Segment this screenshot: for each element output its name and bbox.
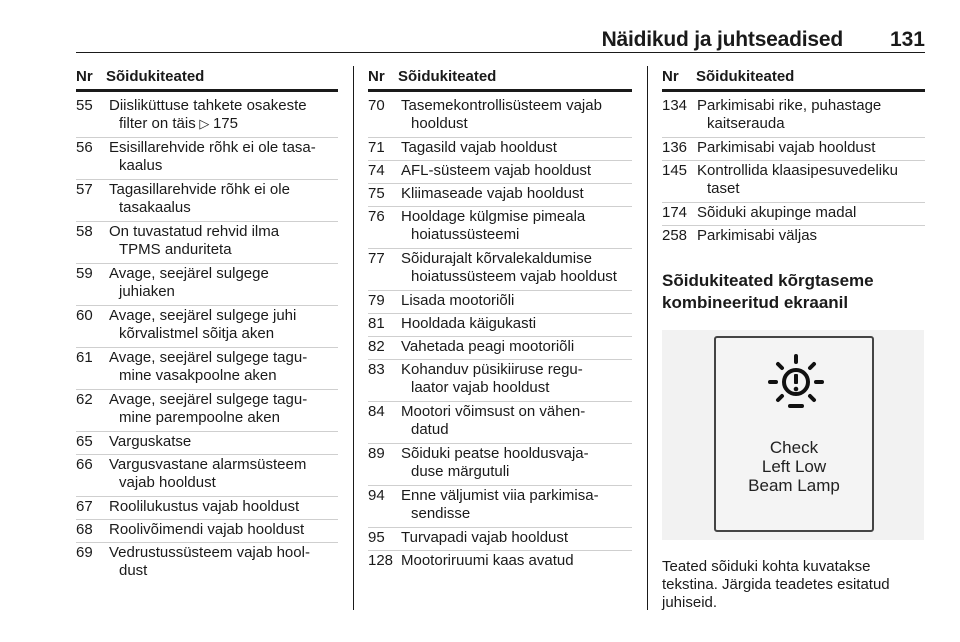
row-number: 94 [368,487,385,504]
row-text-line: Hooldage külgmise pimeala [401,208,586,225]
row-text [401,529,632,547]
row-text-line: taset [707,180,740,197]
table-row [76,389,338,431]
table-rows [662,96,925,248]
row-text [109,265,338,301]
row-text-line: Roolilukustus vajab hooldust [109,498,300,515]
row-number: 76 [368,208,385,225]
table-row [76,179,338,221]
row-number: 84 [368,403,385,420]
display-line: Beam Lamp [748,476,840,495]
table-row [368,248,632,290]
table-row [662,96,925,137]
table-row [368,336,632,359]
row-number: 95 [368,529,385,546]
row-text [109,97,338,133]
row-text-line: kõrvalistmel sõitja aken [119,325,275,342]
caption-paragraph [662,558,925,612]
caption-line: juhiseid. [662,594,718,611]
row-text [109,433,338,451]
row-text-line: Avage, seejärel sulgege tagu- [109,349,308,366]
table-column-2 [368,66,632,573]
row-text-line: Vargusvastane alarmsüsteem [109,456,307,473]
row-text [401,403,632,439]
row-number: 81 [368,315,385,332]
row-text [401,292,632,310]
row-text-line: juhiaken [119,283,175,300]
row-text-line: vajab hooldust [119,474,216,491]
row-text-line: TPMS anduriteta [119,241,232,258]
page-header [76,28,925,53]
row-text [401,208,632,244]
row-text-line: tasakaalus [119,199,191,216]
row-number: 67 [76,498,93,515]
table-rows [76,96,338,584]
row-text-line: Kohanduv püsikiiruse regu- [401,361,583,378]
row-text-line: Sõiduki peatse hooldusvaja- [401,445,589,462]
row-text [697,227,925,245]
table-row [76,519,338,542]
display-panel [714,336,874,532]
row-text-line: Sõiduki akupinge madal [697,204,857,221]
row-number: 68 [76,521,93,538]
row-number: 136 [662,139,688,156]
row-number: 174 [662,204,688,221]
page-reference[interactable] [196,115,238,132]
row-text [109,139,338,175]
row-text [401,361,632,397]
row-text [109,544,338,580]
row-text [401,552,632,570]
row-text [401,250,632,286]
section-heading-line: Sõidukiteated kõrgtaseme [662,271,874,290]
row-text [109,349,338,385]
reference-page-number: 175 [212,115,238,132]
row-text-line: dust [119,562,148,579]
table-row [76,454,338,496]
display-illustration [662,330,924,540]
table-header [76,66,338,92]
row-text-line: Diisliküttuse tahkete osakeste [109,97,307,114]
row-text-line: Enne väljumist viia parkimisa- [401,487,599,504]
row-text-line: hoiatussüsteem vajab hooldust [411,268,617,285]
row-text-line: Parkimisabi rike, puhastage [697,97,882,114]
table-row [368,137,632,160]
row-number: 89 [368,445,385,462]
section-heading-line: kombineeritud ekraanil [662,293,849,312]
table-row [368,359,632,401]
table-row [76,542,338,584]
row-number: 74 [368,162,385,179]
column-separator [353,66,354,610]
row-text-line: Kliimaseade vajab hooldust [401,185,584,202]
table-column-3 [662,66,925,612]
row-text [401,487,632,523]
row-text [109,307,338,343]
row-text-line: hooldust [411,115,468,132]
row-number: 83 [368,361,385,378]
row-number: 134 [662,97,688,114]
row-text [697,162,925,198]
table-row [76,305,338,347]
row-number: 75 [368,185,385,202]
row-text [401,139,632,157]
row-text-line: Parkimisabi väljas [697,227,818,244]
lamp-warning-icon [764,348,828,412]
row-number: 145 [662,162,688,179]
row-text-line: Varguskatse [109,433,192,450]
table-row [662,137,925,160]
row-text-line: Tagasild vajab hooldust [401,139,557,156]
row-text-line: Mootoriruumi kaas avatud [401,552,574,569]
row-text-line: Roolivõimendi vajab hooldust [109,521,305,538]
table-row [368,160,632,183]
table-rows [368,96,632,573]
row-text [109,498,338,516]
row-number: 65 [76,433,93,450]
table-row [662,202,925,225]
row-text-line: filter on täis [119,115,196,132]
row-number: 55 [76,97,93,114]
row-number: 79 [368,292,385,309]
caption-line: tekstina. Järgida teadetes esitatud [662,576,890,593]
section-heading [662,270,925,314]
row-text-line: kaitserauda [707,115,785,132]
table-row [76,263,338,305]
row-text-line: mine parempoolne aken [119,409,280,426]
row-text-line: hoiatussüsteemi [411,226,520,243]
table-row [368,183,632,206]
page-number: 131 [889,28,925,51]
table-row [76,137,338,179]
row-number: 57 [76,181,93,198]
table-column-1 [76,66,338,584]
table-row [76,96,338,137]
row-number: 128 [368,552,394,569]
row-text [109,181,338,217]
row-text-line: Tagasillarehvide rõhk ei ole [109,181,290,198]
row-text [401,162,632,180]
reference-arrow-icon: ▷ [195,116,213,131]
row-text [401,185,632,203]
row-text-line: Turvapadi vajab hooldust [401,529,569,546]
row-text-line: duse märgutuli [411,463,510,480]
table-row [368,485,632,527]
row-text-line: Esisillarehvide rõhk ei ole tasa- [109,139,316,156]
table-row [76,221,338,263]
caption-line: Teated sõiduki kohta kuvatakse [662,558,871,575]
column-separator [647,66,648,610]
row-text-line: Mootori võimsust on vähen- [401,403,586,420]
row-number: 60 [76,307,93,324]
row-text-line: Hooldada käigukasti [401,315,537,332]
row-text-line [109,115,338,133]
row-text [697,97,925,133]
row-text-line: datud [411,421,449,438]
row-text-line: On tuvastatud rehvid ilma [109,223,280,240]
table-header [662,66,925,92]
table-row [662,160,925,202]
row-text [109,521,338,539]
row-text-line: Kontrollida klaasipesuvedeliku [697,162,898,179]
table-row [76,347,338,389]
display-message [716,438,872,495]
row-text [697,204,925,222]
row-number: 258 [662,227,688,244]
row-number: 69 [76,544,93,561]
row-number: 58 [76,223,93,240]
row-text-line: Vedrustussüsteem vajab hool- [109,544,310,561]
table-header [368,66,632,92]
row-text [109,391,338,427]
row-number: 70 [368,97,385,114]
row-text-line: Tasemekontrollisüsteem vajab [401,97,602,114]
table-row [368,96,632,137]
header-nr: Nr [662,68,679,85]
table-row [368,443,632,485]
display-line: Check [769,438,819,457]
header-label: Sõidukiteated [696,68,795,85]
row-text [109,223,338,259]
row-number: 56 [76,139,93,156]
table-row [368,527,632,550]
row-number: 66 [76,456,93,473]
table-row [368,401,632,443]
row-text [697,139,925,157]
table-row [76,431,338,454]
table-row [368,550,632,573]
row-text [401,445,632,481]
row-number: 82 [368,338,385,355]
table-row [368,206,632,248]
row-text [401,97,632,133]
page-title: Näidikud ja juhtseadised [601,28,843,51]
row-text-line: Avage, seejärel sulgege [109,265,269,282]
display-line: Left Low [761,457,827,476]
header-nr: Nr [368,68,385,85]
row-text-line: Vahetada peagi mootoriõli [401,338,575,355]
row-text-line: Avage, seejärel sulgege tagu- [109,391,308,408]
row-text-line: mine vasakpoolne aken [119,367,277,384]
header-label: Sõidukiteated [106,68,205,85]
row-number: 59 [76,265,93,282]
row-number: 62 [76,391,93,408]
row-number: 61 [76,349,93,366]
row-text-line: Parkimisabi vajab hooldust [697,139,876,156]
row-number: 77 [368,250,385,267]
row-text-line: Sõidurajalt kõrvalekaldumise [401,250,592,267]
header-nr: Nr [76,68,93,85]
row-text-line: Lisada mootoriõli [401,292,515,309]
row-number: 71 [368,139,385,156]
row-text [401,315,632,333]
table-row [368,313,632,336]
row-text [401,338,632,356]
table-row [76,496,338,519]
row-text-line: sendisse [411,505,471,522]
table-row [368,290,632,313]
row-text-line: laator vajab hooldust [411,379,550,396]
table-row [662,225,925,248]
row-text-line: kaalus [119,157,163,174]
header-label: Sõidukiteated [398,68,497,85]
row-text [109,456,338,492]
row-text-line: Avage, seejärel sulgege juhi [109,307,297,324]
row-text-line: AFL-süsteem vajab hooldust [401,162,592,179]
